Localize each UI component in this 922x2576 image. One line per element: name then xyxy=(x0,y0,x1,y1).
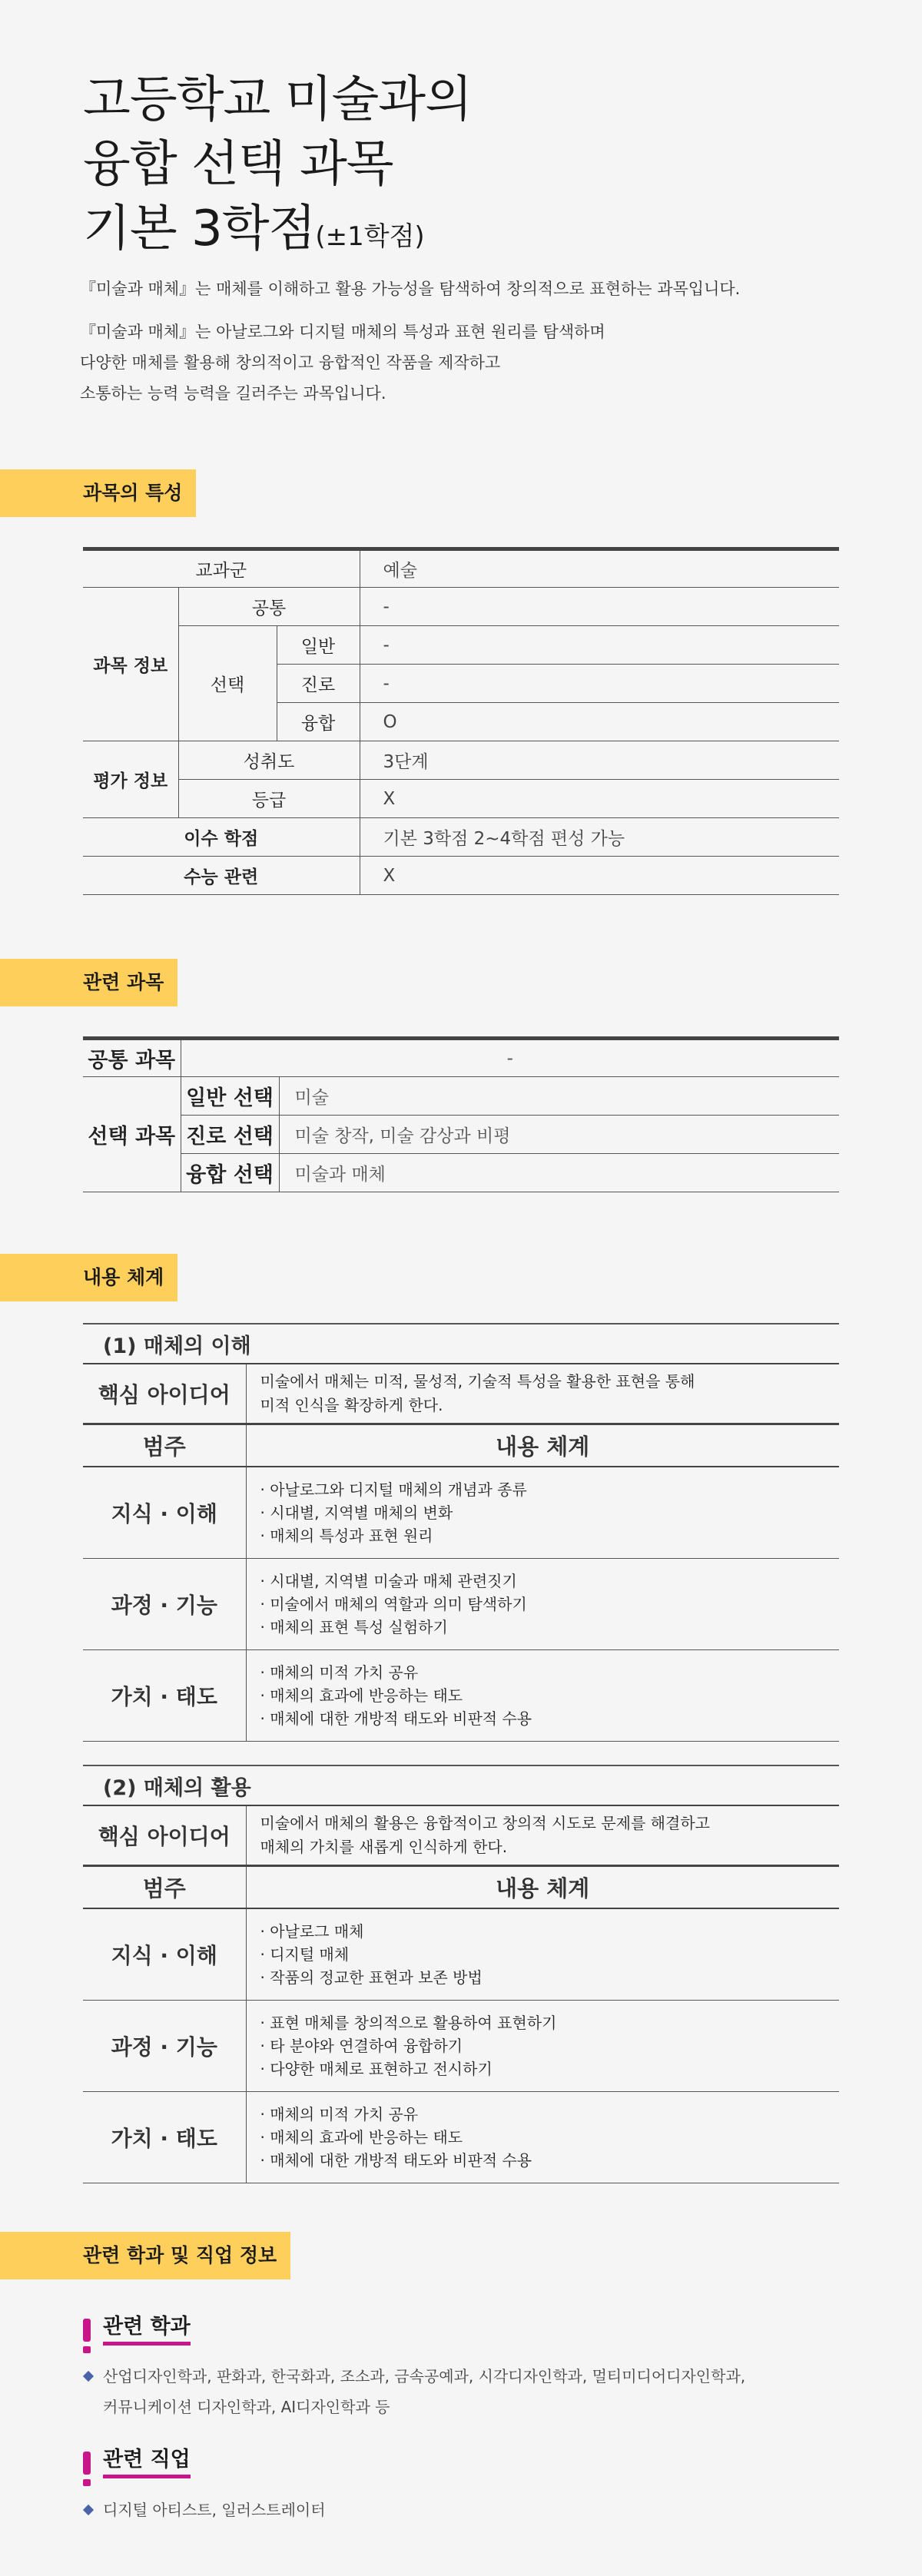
table-row: 과정 · 기능 · 시대별, 지역별 미술과 매체 관련짓기 · 미술에서 매체의 역할과 의미 탐색하기 · 매체의 표현 특성 실험하기 xyxy=(83,1558,839,1649)
diamond-bullet-icon xyxy=(83,2370,94,2381)
section-label-jobs: 관련 학과 및 직업 정보 xyxy=(0,2232,290,2279)
section-label-content: 내용 체계 xyxy=(0,1254,177,1301)
table-row: 핵심 아이디어 미술에서 매체는 미적, 물성적, 기술적 특성을 활용한 표현을 통해 미적 인식을 확장하게 한다. xyxy=(83,1364,839,1424)
table-row: 공통 과목 - xyxy=(83,1039,839,1077)
title-line-2: 융합 선택 과목 xyxy=(83,136,393,193)
related-departments-list: 산업디자인학과, 판화과, 한국화과, 조소과, 금속공예과, 시각디자인학과, 멀티미디어디자인학과, 커뮤니케이션 디자인학과, AI디자인학과 등 xyxy=(85,2361,745,2422)
content-table-caption: (2) 매체의 활용 xyxy=(83,1765,839,1805)
table-row: 융합 선택 미술과 매체 xyxy=(83,1154,839,1192)
section-label-features: 과목의 특성 xyxy=(0,469,196,517)
content-table-application xyxy=(83,1765,839,2183)
table-row: 지식 · 이해 · 아날로그 매체 · 디지털 매체 · 작품의 정교한 표현과 보존 방법 xyxy=(83,1908,839,2000)
table-row: 가치 · 태도 · 매체의 미적 가치 공유 · 매체의 효과에 반응하는 태도 · 매체에 대한 개방적 태도와 비판적 수용 xyxy=(83,2091,839,2183)
title-line-3: 기본 3학점(±1학점) xyxy=(83,201,425,257)
table-row: 가치 · 태도 · 매체의 미적 가치 공유 · 매체의 효과에 반응하는 태도 · 매체에 대한 개방적 태도와 비판적 수용 xyxy=(83,1649,839,1741)
table-row: 과목 정보 공통 - xyxy=(83,588,839,626)
related-jobs-heading: 관련 직업 xyxy=(83,2447,191,2478)
exclamation-icon xyxy=(83,2319,91,2342)
table-row: 진로 선택 미술 창작, 미술 감상과 비평 xyxy=(83,1116,839,1154)
table-row: 이수 학점 기본 3학점 2~4학점 편성 가능 xyxy=(83,818,839,857)
table-row: 선택 일반 - xyxy=(83,626,839,665)
page-title xyxy=(83,68,472,269)
table-row: 평가 정보 성취도 3단계 xyxy=(83,741,839,780)
content-table-understanding xyxy=(83,1323,839,1742)
table-row: 범주 내용 체계 xyxy=(83,1865,839,1908)
table-row: 선택 과목 일반 선택 미술 xyxy=(83,1077,839,1116)
section-label-related: 관련 과목 xyxy=(0,959,177,1006)
diamond-bullet-icon xyxy=(83,2504,94,2515)
related-courses-table xyxy=(83,1036,839,1192)
table-row: 범주 내용 체계 xyxy=(83,1424,839,1467)
table-row: 핵심 아이디어 미술에서 매체의 활용은 융합적이고 창의적 시도로 문제를 해결하고 매체의 가치를 새롭게 인식하게 한다. xyxy=(83,1805,839,1865)
features-table xyxy=(83,547,839,895)
title-credit-range: (±1학점) xyxy=(315,221,425,252)
exclamation-icon xyxy=(83,2452,91,2475)
title-line-1: 고등학교 미술과의 xyxy=(83,71,472,128)
table-row: 과정 · 기능 · 표현 매체를 창의적으로 활용하여 표현하기 · 타 분야와 연결하여 융합하기 · 다양한 매체로 표현하고 전시하기 xyxy=(83,2000,839,2091)
table-row: 지식 · 이해 · 아날로그와 디지털 매체의 개념과 종류 · 시대별, 지역별 매체의 변화 · 매체의 특성과 표현 원리 xyxy=(83,1467,839,1558)
related-jobs-list: 디지털 아티스트, 일러스트레이터 xyxy=(85,2495,326,2525)
table-row: 진로 - xyxy=(83,665,839,703)
related-departments-heading: 관련 학과 xyxy=(83,2314,191,2346)
intro-paragraph-2: 『미술과 매체』는 아날로그와 디지털 매체의 특성과 표현 원리를 탐색하며 다양한 매체를 활용해 창의적이고 융합적인 작품을 제작하고 소통하는 능력 능력을 길러주는 과목입니다. xyxy=(80,323,605,403)
table-row: 융합 O xyxy=(83,703,839,741)
intro-paragraph-1: 『미술과 매체』는 매체를 이해하고 활용 가능성을 탐색하여 창의적으로 표현하는 과목입니다. xyxy=(80,280,741,298)
content-table-caption: (1) 매체의 이해 xyxy=(83,1324,839,1364)
table-row: 등급 X xyxy=(83,780,839,818)
table-row: 수능 관련 X xyxy=(83,857,839,895)
table-row: 교과군 예술 xyxy=(83,549,839,588)
